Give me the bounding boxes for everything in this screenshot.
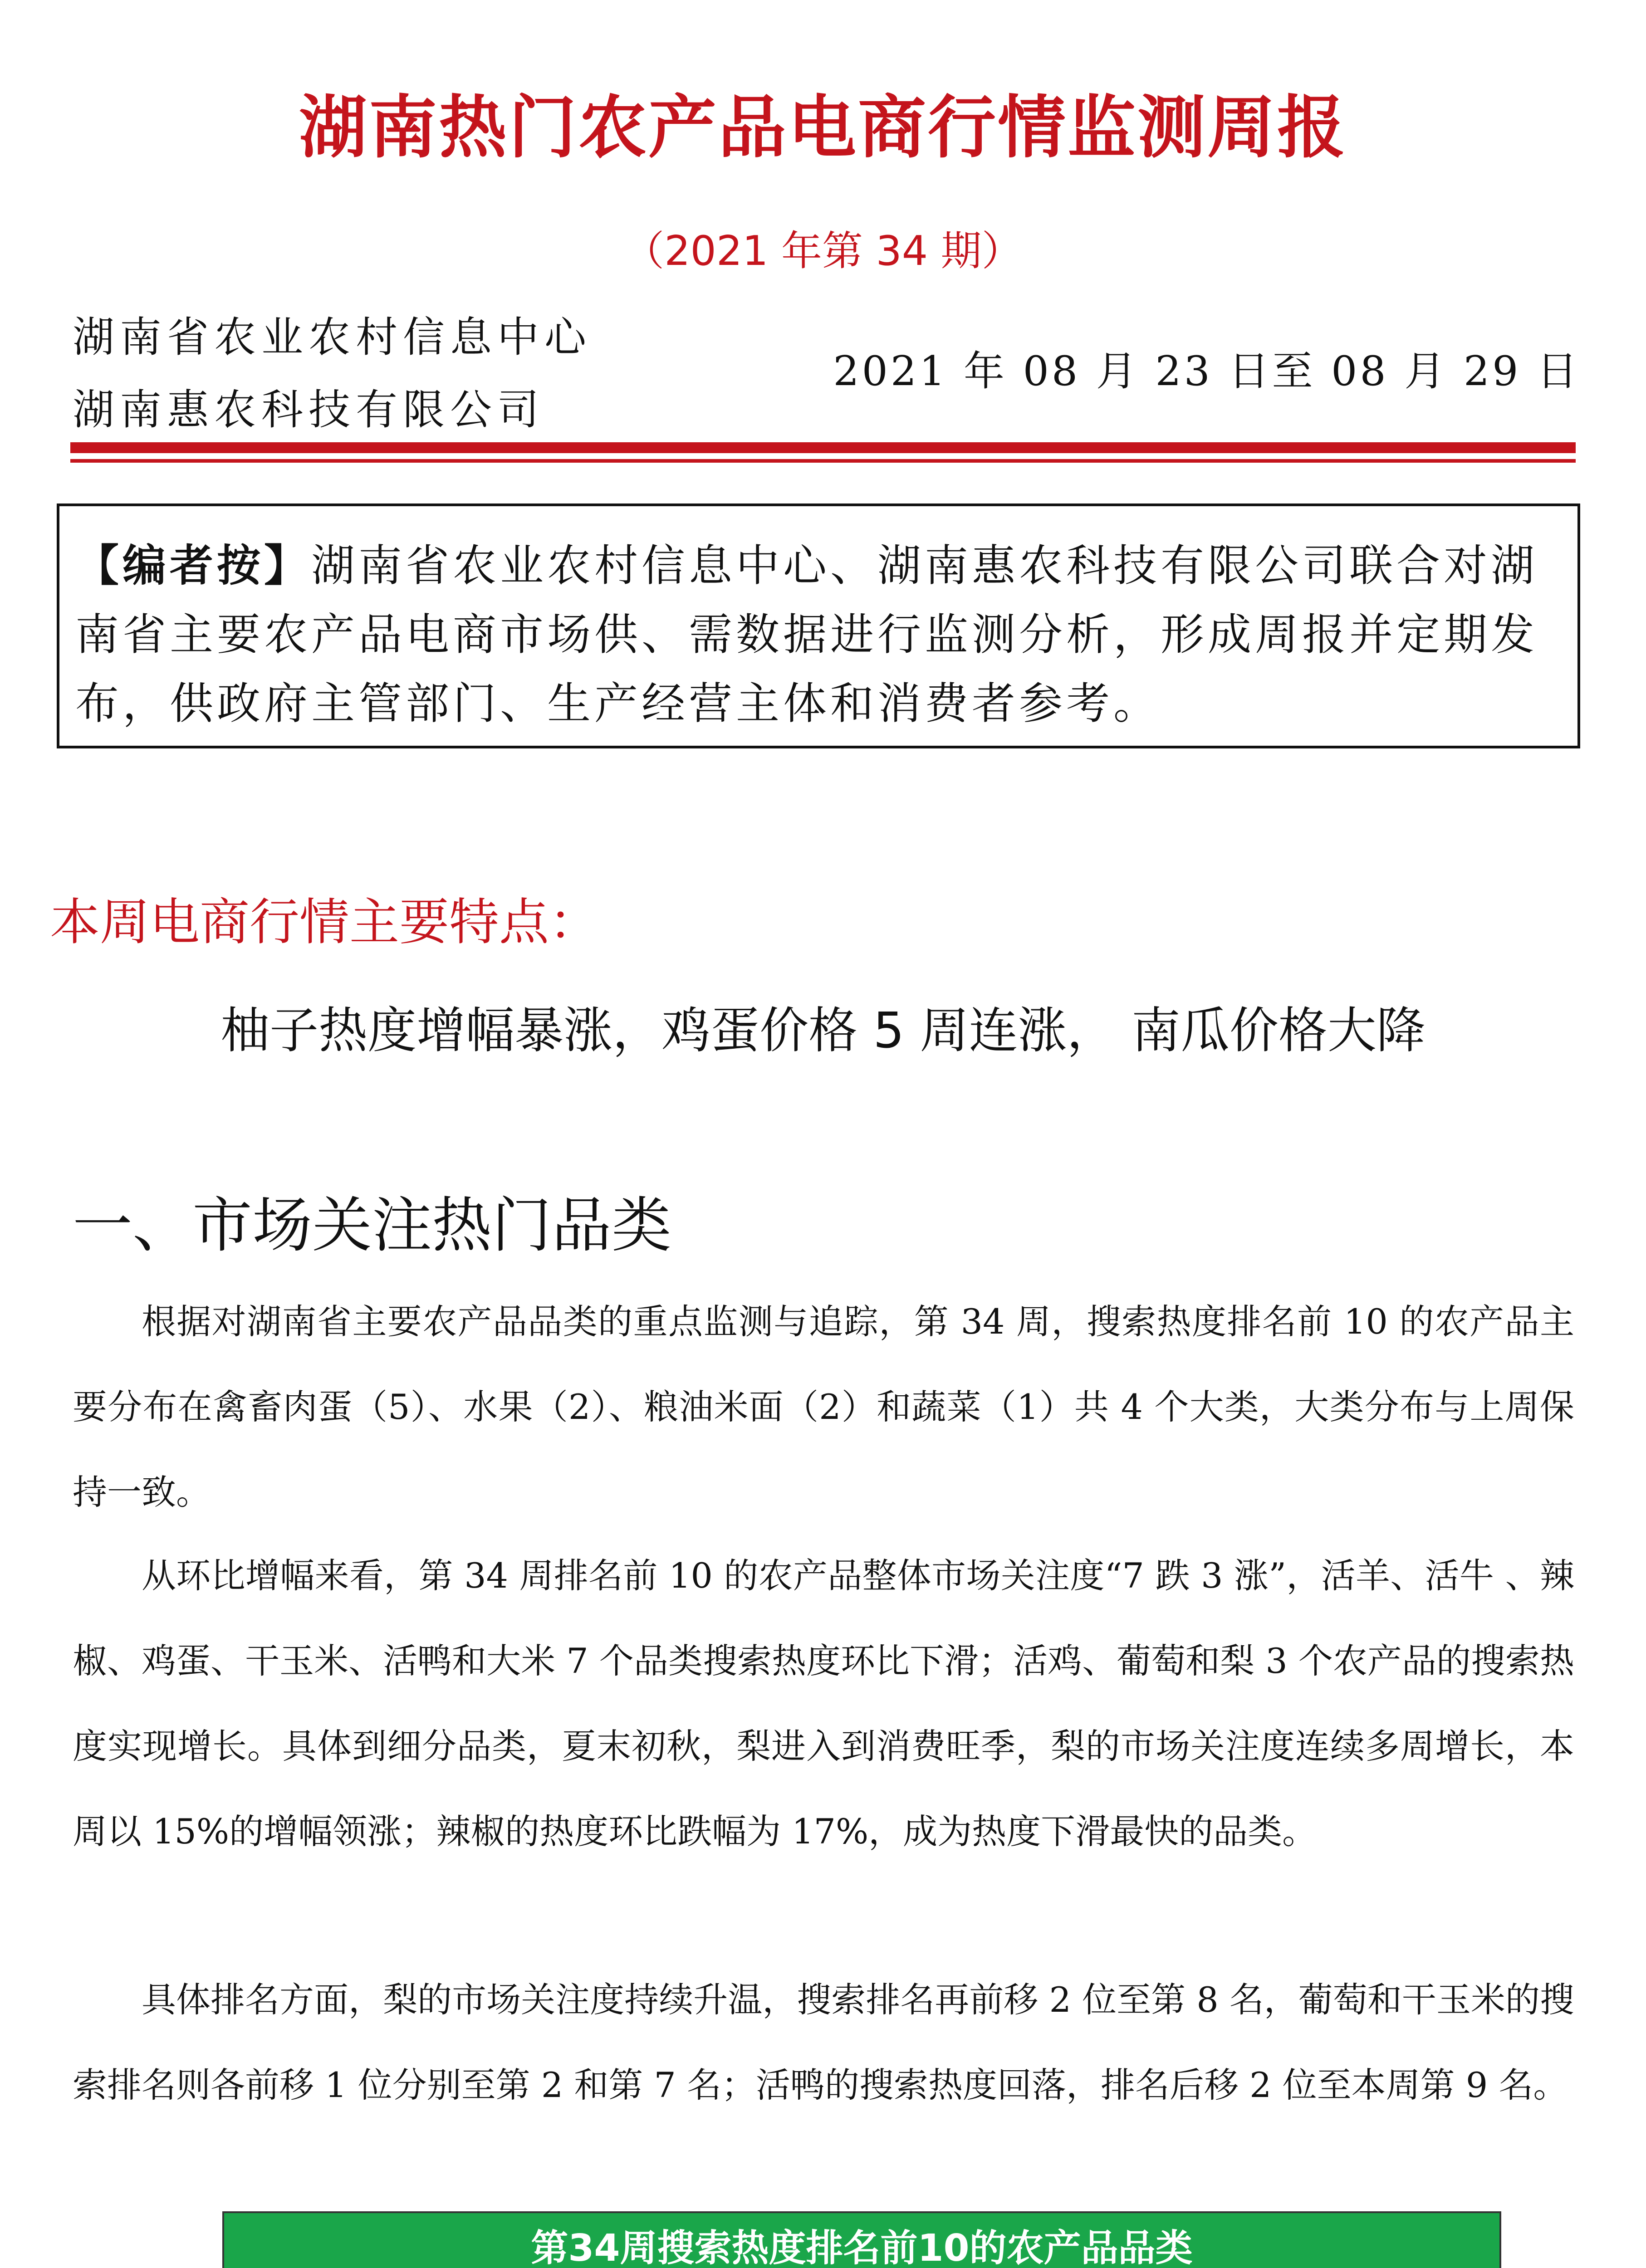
paragraph-2: 从环比增幅来看，第 34 周排名前 10 的农产品整体市场关注度“7 跌 3 涨”，活羊、活牛 、辣椒、鸡蛋、干玉米、活鸭和大米 7 个品类搜索热度环比下滑；活鸡、葡萄和梨 3 个农产品的搜索热度实现增长。具体到细分品类，夏末初秋，梨进入到消费旺季，梨的市场关注度连续多周增长，本周以 15%的增幅领涨；辣椒的热度环比跌幅为 17%，成为热度下滑最快的品类。 (73, 1555, 1574, 1852)
ranking-table (222, 2211, 1501, 2268)
highlights-heading: 本周电商行情主要特点： (50, 893, 599, 951)
publisher-org-1: 湖南省农业农村信息中心 (73, 313, 592, 362)
editor-note-box (57, 503, 1580, 748)
header-divider-thick (70, 442, 1576, 453)
paragraph-3: 具体排名方面，梨的市场关注度持续升温，搜索排名再前移 2 位至第 8 名，葡萄和干玉米的搜索排名则各前移 1 位分别至第 2 和第 7 名；活鸭的搜索热度回落，排名后移 2 位至本周第 9 名。 (73, 1980, 1574, 2105)
editor-note-label: 【编者按】 (75, 540, 311, 591)
highlights-text: 柚子热度增幅暴涨，鸡蛋价格 5 周连涨， 南瓜价格大降 (220, 1002, 1426, 1059)
issue-number: （2021 年第 34 期） (623, 227, 1023, 275)
table-title: 第34周搜索热度排名前10的农产品品类 (223, 2212, 1500, 2268)
header-divider-thin (70, 459, 1576, 463)
editor-note-text: 湖南省农业农村信息中心、湖南惠农科技有限公司联合对湖南省主要农产品电商市场供、需数据进行监测分析，形成周报并定期发布，供政府主管部门、生产经营主体和消费者参考。 (75, 540, 1538, 729)
paragraph-1: 根据对湖南省主要农产品品类的重点监测与追踪，第 34 周，搜索热度排名前 10 的农产品主要分布在禽畜肉蛋（5）、水果（2）、粮油米面（2）和蔬菜（1）共 4 个大类，大类分布与上周保持一致。 (73, 1301, 1574, 1512)
date-range: 2021 年 08 月 23 日至 08 月 29 日 (833, 347, 1580, 395)
section-heading: 一、市场关注热门品类 (73, 1191, 671, 1261)
report-title: 湖南热门农产品电商行情监测周报 (299, 88, 1347, 167)
publisher-org-2: 湖南惠农科技有限公司 (73, 386, 545, 434)
editor-note (75, 531, 1564, 738)
